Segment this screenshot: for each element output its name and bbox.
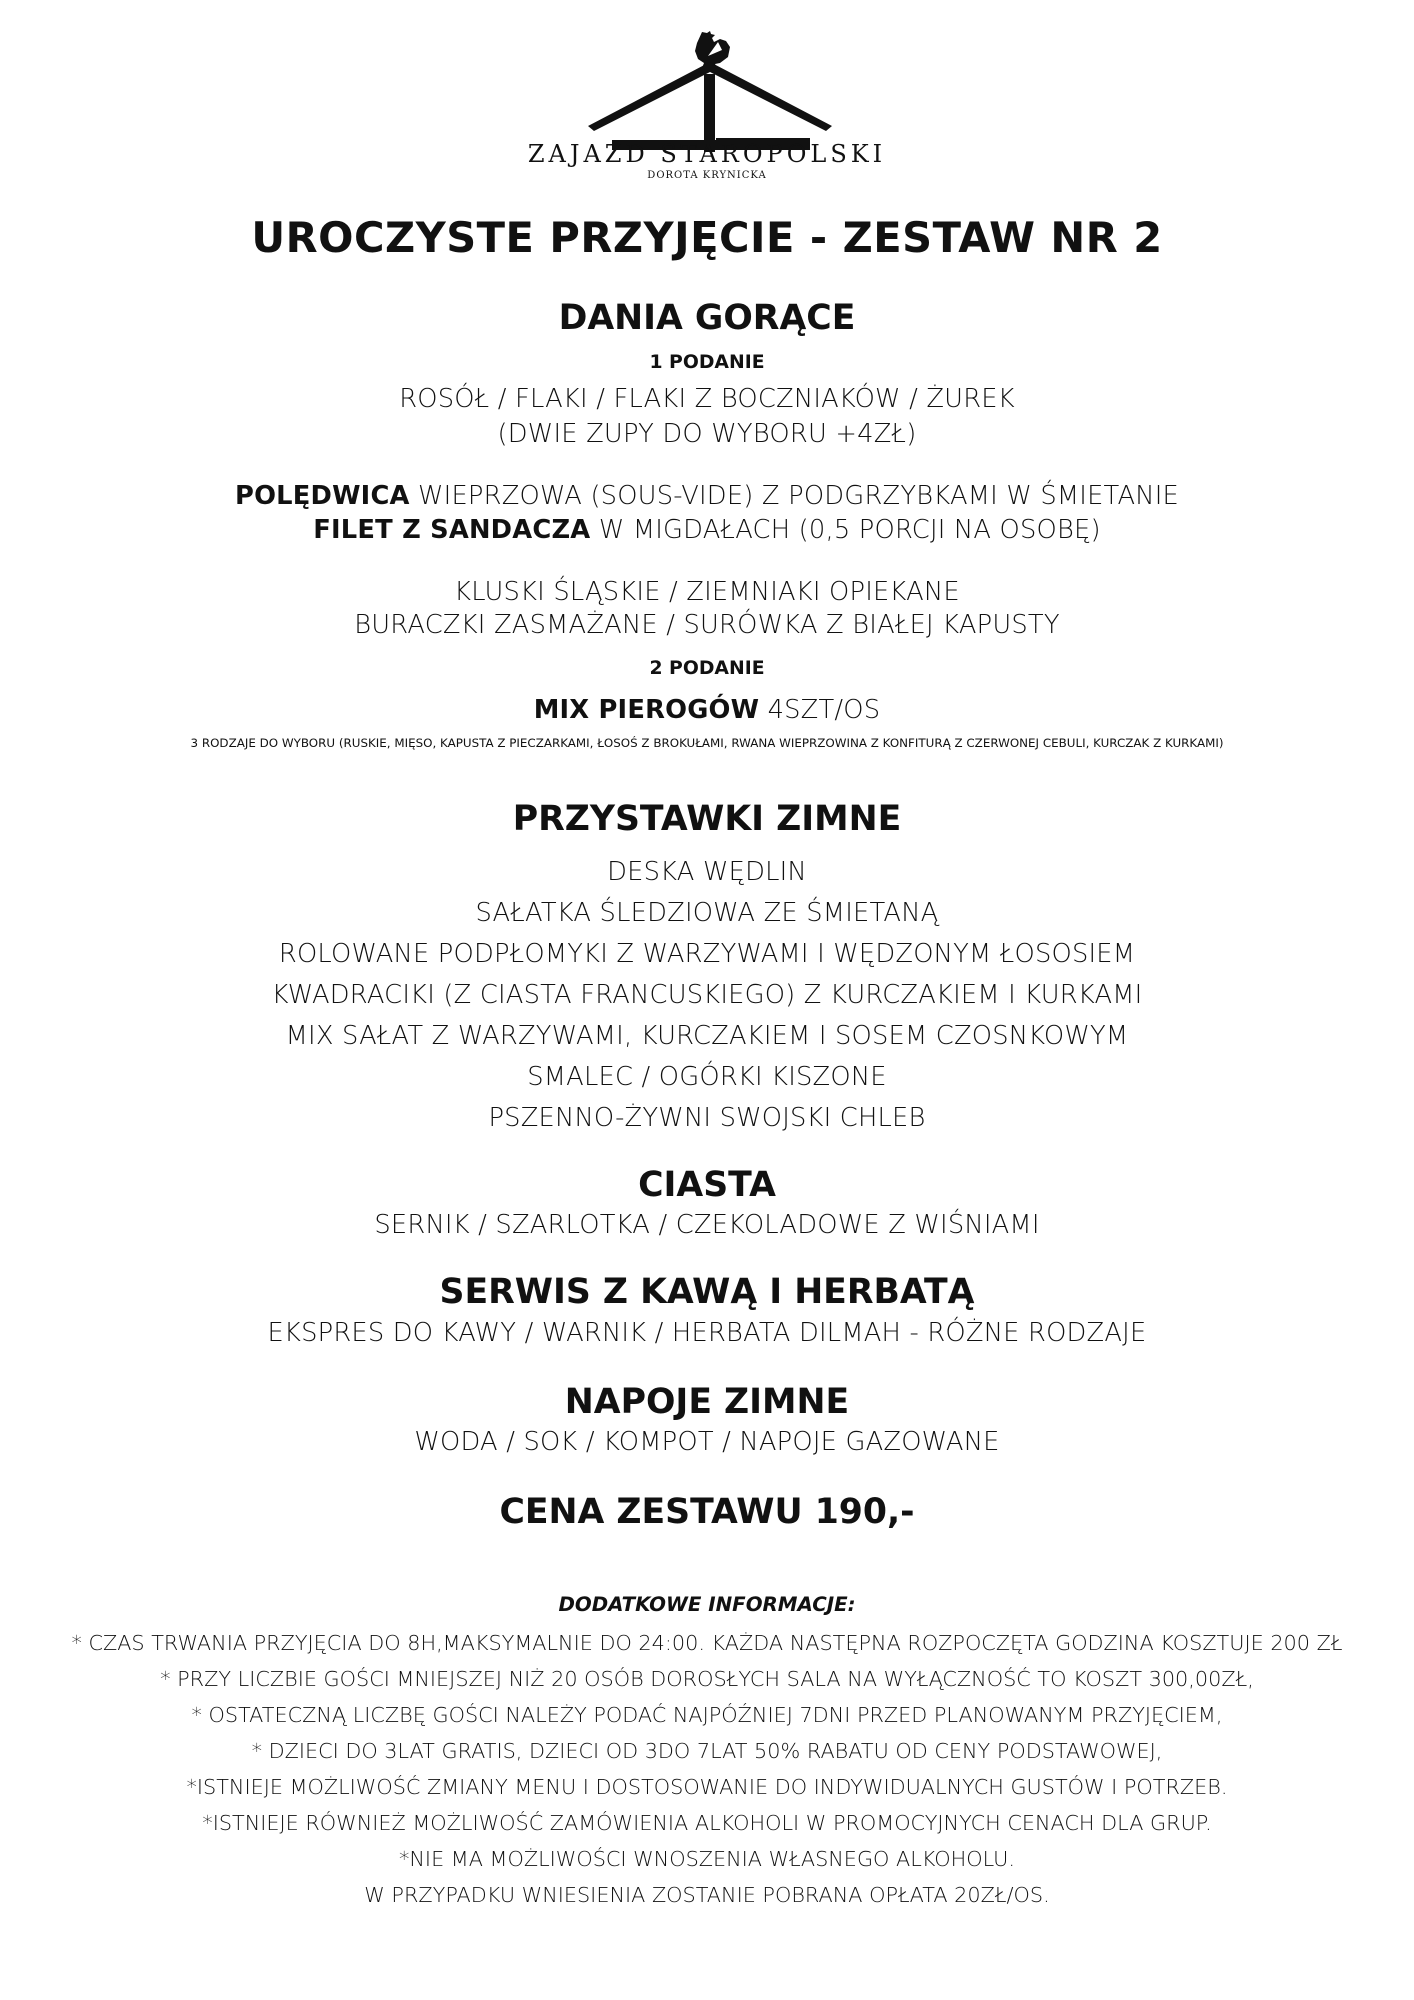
additional-info-heading: DODATKOWE INFORMACJE:	[558, 1593, 856, 1616]
main-dish-desc: W MIGDAŁACH (0,5 PORCJI NA OSOBĘ)	[590, 515, 1101, 545]
drinks-line: WODA / SOK / KOMPOT / NAPOJE GAZOWANE	[414, 1427, 1000, 1457]
info-line: * PRZY LICZBIE GOŚCI MNIEJSZEJ NIŻ 20 OSÓB DOROSŁYCH SALA NA WYŁĄCZNOŚĆ TO KOSZT 300,00ZŁ,	[160, 1667, 1254, 1691]
main-dish-desc: WIEPRZOWA (SOUS-VIDE) Z PODGRZYBKAMI W ŚMIETANIE	[409, 481, 1179, 511]
list-item: MIX SAŁAT Z WARZYWAMI, KURCZAKIEM I SOSEM CZOSNKOWYM	[285, 1021, 1129, 1051]
page-title: UROCZYSTE PRZYJĘCIE - ZESTAW NR 2	[251, 213, 1163, 262]
soups-note: (DWIE ZUPY DO WYBORU +4ZŁ)	[497, 419, 917, 449]
info-line: *NIE MA MOŻLIWOŚCI WNOSZENIA WŁASNEGO ALKOHOLU.	[399, 1847, 1015, 1871]
list-item: SAŁATKA ŚLEDZIOWA ZE ŚMIETANĄ	[475, 898, 939, 928]
pierogi-note: 3 RODZAJE DO WYBORU (RUSKIE, MIĘSO, KAPUSTA Z PIECZARKAMI, ŁOSOŚ Z BROKUŁAMI, RWANA WIEPRZOWINA Z KONFITURĄ Z CZERWONEJ CEBULI, KURCZAK Z KURKAMI)	[190, 736, 1224, 750]
section-heading-coffee: SERWIS Z KAWĄ I HERBATĄ	[439, 1272, 975, 1312]
pierogi-name: MIX PIEROGÓW	[533, 695, 760, 725]
brand-name: ZAJAZD STAROPOLSKI	[527, 140, 887, 168]
main-dish-name: FILET Z SANDACZA	[313, 515, 591, 545]
section-heading-cakes: CIASTA	[638, 1165, 776, 1205]
course-label: 2 PODANIE	[649, 658, 765, 679]
main-dish-line	[0, 481, 1414, 511]
list-item: ROLOWANE PODPŁOMYKI Z WARZYWAMI I WĘDZONYM ŁOSOSIEM	[278, 939, 1136, 969]
pierogi-line	[0, 695, 1414, 725]
info-line: * DZIECI DO 3LAT GRATIS, DZIECI OD 3DO 7LAT 50% RABATU OD CENY PODSTAWOWEJ,	[251, 1739, 1163, 1763]
main-dish-name: POLĘDWICA	[235, 481, 410, 511]
info-line: *ISTNIEJE RÓWNIEŻ MOŻLIWOŚĆ ZAMÓWIENIA ALKOHOLI W PROMOCYJNYCH CENACH DLA GRUP.	[202, 1811, 1212, 1835]
list-item: PSZENNO-ŻYWNI SWOJSKI CHLEB	[488, 1103, 926, 1133]
info-line: * CZAS TRWANIA PRZYJĘCIA DO 8H,MAKSYMALNIE DO 24:00. KAŻDA NASTĘPNA ROZPOCZĘTA GODZINA KOSZTUJE 200 ZŁ	[71, 1631, 1343, 1655]
section-heading-cold-starters: PRZYSTAWKI ZIMNE	[512, 799, 902, 839]
course-label: 1 PODANIE	[649, 352, 765, 373]
list-item: DESKA WĘDLIN	[607, 857, 807, 887]
section-heading-hot-dishes: DANIA GORĄCE	[558, 298, 856, 338]
set-price: CENA ZESTAWU 190,-	[499, 1492, 915, 1532]
sides-line: BURACZKI ZASMAŻANE / SURÓWKA Z BIAŁEJ KAPUSTY	[354, 610, 1060, 640]
pierogi-qty: 4SZT/OS	[759, 695, 881, 725]
soups-line: ROSÓŁ / FLAKI / FLAKI Z BOCZNIAKÓW / ŻUREK	[399, 384, 1015, 414]
info-line: *ISTNIEJE MOŻLIWOŚĆ ZMIANY MENU I DOSTOSOWANIE DO INDYWIDUALNYCH GUSTÓW I POTRZEB.	[186, 1775, 1228, 1799]
info-line: W PRZYPADKU WNIESIENIA ZOSTANIE POBRANA OPŁATA 20ZŁ/OS.	[364, 1883, 1050, 1907]
rooster-icon	[695, 31, 730, 68]
list-item: KWADRACIKI (Z CIASTA FRANCUSKIEGO) Z KURCZAKIEM I KURKAMI	[271, 980, 1143, 1010]
section-heading-cold-drinks: NAPOJE ZIMNE	[564, 1382, 850, 1422]
list-item: SMALEC / OGÓRKI KISZONE	[527, 1062, 887, 1092]
cakes-line: SERNIK / SZARLOTKA / CZEKOLADOWE Z WIŚNIAMI	[374, 1210, 1040, 1240]
info-line: * OSTATECZNĄ LICZBĘ GOŚCI NALEŻY PODAĆ NAJPÓŹNIEJ 7DNI PRZED PLANOWANYM PRZYJĘCIEM,	[191, 1703, 1223, 1727]
main-dish-line	[0, 515, 1414, 545]
brand-owner: DOROTA KRYNICKA	[647, 170, 767, 181]
sides-line: KLUSKI ŚLĄSKIE / ZIEMNIAKI OPIEKANE	[454, 577, 960, 607]
coffee-line: EKSPRES DO KAWY / WARNIK / HERBATA DILMAH - RÓŻNE RODZAJE	[267, 1318, 1147, 1348]
